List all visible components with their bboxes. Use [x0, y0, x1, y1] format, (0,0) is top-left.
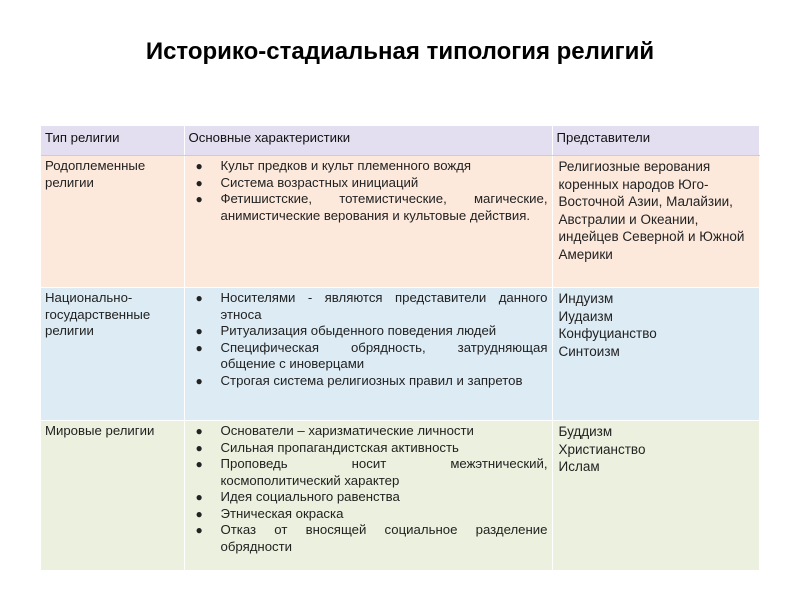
table-header-row — [41, 126, 759, 156]
list-item: ● Специфическая обрядность, затрудняющая общение с иноверцами — [195, 339, 548, 371]
list-item: ● Фетишистские, тотемистические, магические, анимистические верования и культовые действия. — [195, 191, 548, 223]
bullet-icon: ● — [195, 324, 203, 338]
religion-type-cell: Мировые религии — [41, 421, 184, 571]
representative-item: Синтоизм — [558, 343, 620, 359]
bullet-icon: ● — [195, 440, 203, 455]
list-item: ● Ритуализация обыденного поведения людей — [195, 323, 497, 338]
characteristics-cell — [184, 288, 552, 421]
bullet-icon: ● — [195, 159, 203, 173]
bullet-icon: ● — [195, 291, 203, 305]
representative-item: Ислам — [558, 459, 600, 474]
representative-item: Христианство — [558, 441, 646, 457]
representatives-cell — [552, 288, 759, 421]
characteristics-cell — [184, 156, 552, 288]
representatives-cell — [552, 421, 759, 571]
table-row-world — [41, 421, 759, 571]
bullet-icon: ● — [195, 457, 203, 471]
list-item: ● Система возрастных инициаций — [195, 174, 419, 190]
typology-table — [41, 126, 760, 571]
list-item: ● Идея социального равенства — [195, 489, 400, 504]
bullet-icon: ● — [195, 523, 203, 537]
bullet-icon: ● — [195, 340, 203, 355]
religion-type-cell: Национально-государственные религии — [41, 288, 184, 421]
list-item: ● Строгая система религиозных правил и запретов — [195, 372, 523, 388]
list-item: ● Этническая окраска — [195, 505, 344, 521]
representative-item: Иудаизм — [558, 308, 613, 324]
list-item: ● Сильная пропагандистская активность — [195, 439, 459, 455]
characteristics-list — [189, 158, 548, 224]
list-item: ● Носителями - являются представители данного этноса — [195, 290, 548, 322]
list-item: ● Проповедь носит межэтнический, космополитический характер — [195, 456, 548, 488]
religion-type-cell: Родоплеменные религии — [41, 156, 184, 288]
bullet-icon: ● — [195, 175, 203, 190]
header-religion-type: Тип религии — [41, 126, 184, 156]
bullet-icon: ● — [195, 192, 203, 206]
bullet-icon: ● — [195, 424, 203, 438]
characteristics-list — [189, 423, 548, 555]
table-row-national — [41, 288, 759, 421]
header-characteristics: Основные характеристики — [184, 126, 552, 156]
bullet-icon: ● — [195, 373, 203, 388]
list-item: ● Культ предков и культ племенного вождя — [195, 158, 472, 173]
representatives-cell: Религиозные верования коренных народов Юго-Восточной Азии, Малайзии, Австралии и Океании, индейцев Северной и Южной Америки — [552, 156, 759, 288]
bullet-icon: ● — [195, 490, 203, 504]
typology-table-container — [41, 126, 759, 571]
table-row-tribal — [41, 156, 759, 288]
list-item: ● Основатели – харизматические личности — [195, 423, 474, 438]
representative-item: Конфуцианство — [558, 326, 657, 341]
representative-item: Индуизм — [558, 291, 614, 306]
characteristics-cell — [184, 421, 552, 571]
header-representatives: Представители — [552, 126, 759, 156]
slide-title: Историко-стадиальная типология религий — [145, 38, 655, 65]
characteristics-list — [189, 290, 548, 389]
representative-item: Буддизм — [558, 424, 613, 439]
bullet-icon: ● — [195, 506, 203, 521]
list-item: ● Отказ от вносящей социальное разделение обрядности — [195, 522, 548, 554]
